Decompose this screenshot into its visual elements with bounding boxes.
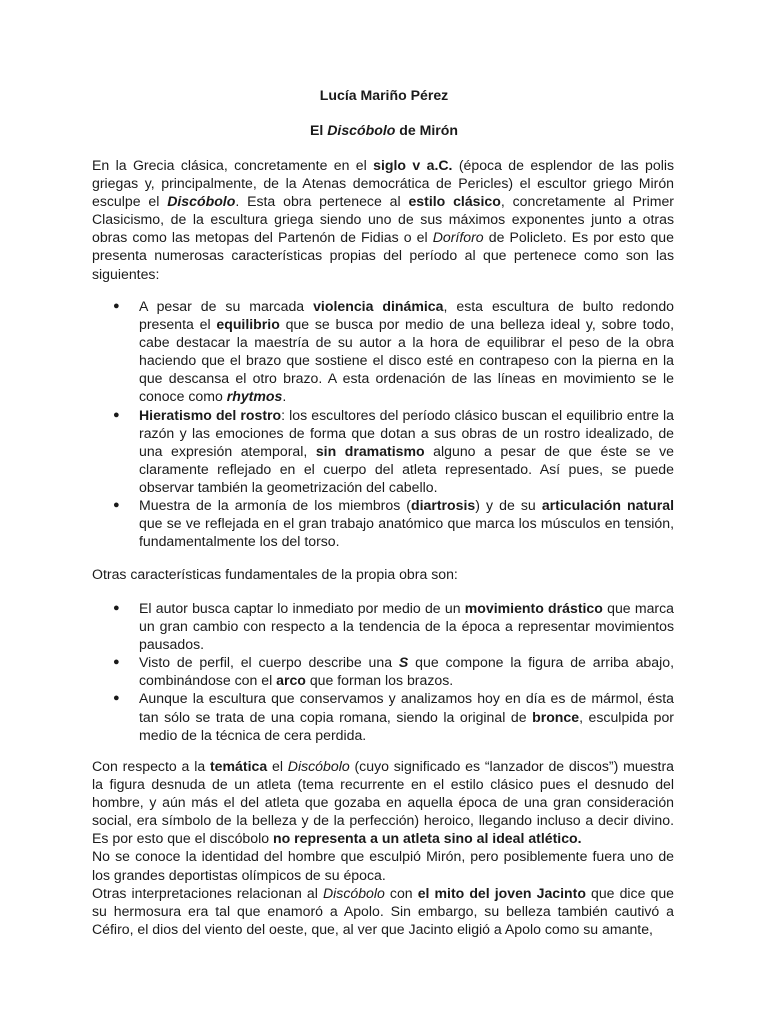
bullet-icon: ● [113,602,120,614]
text: A pesar de su marcada [139,298,314,314]
text: que compone la figura de arriba abajo, combinándose con el [139,654,674,689]
bold-text: siglo v a.C. [373,157,453,173]
italic-text: Discóbolo [322,884,385,901]
bold-italic-text: Discóbolo [167,193,236,210]
text: Muestra de la armonía de los miembros ( [139,497,411,514]
text: . [282,388,287,405]
italic-text: Doríforo [432,229,484,246]
bold-text: articulación natural [541,497,674,514]
text: Con respecto a la [92,758,210,774]
thematic-paragraph [92,757,674,847]
text: alguno a pesar de que éste se ve claramente reflejado en el cuerpo del atleta representado. Así pues, se puede observar también la geometrización del cabello. [139,442,674,495]
bullet-icon: ● [113,692,120,705]
bold-text: estilo clásico [408,193,501,210]
bold-text: arco [276,672,306,689]
text: que marca un gran cambio con respecto a la tendencia de la época a representar movimientos pausados. [139,600,674,653]
italic-text: Discóbolo [287,758,350,774]
bullet-icon: ● [113,300,120,312]
title-suffix: de Mirón [395,122,458,138]
other-characteristics-heading: Otras características fundamentales de la propia obra son: [92,566,458,582]
title-work: Discóbolo [327,122,396,138]
text: : los escultores del período clásico buscan el equilibrio entre la razón y las emociones de forma que dotan a sus obras de un rostro idealizado, de una expresión atemporal, [139,406,674,459]
document-title [0,121,768,139]
characteristics-list [92,297,674,550]
list-item [92,599,674,653]
identity-paragraph: No se conoce la identidad del hombre que esculpió Mirón, pero posiblemente fuera uno de los grandes deportistas olímpicos de su época. [92,848,674,883]
thematic-section [92,757,674,938]
bullet-icon: ● [113,656,120,669]
text: que se ve reflejada en el gran trabajo anatómico que marca los músculos en tensión, fundamentalmente los del torso. [139,515,674,550]
bold-italic-text: rhytmos [226,388,283,405]
text: Otras interpretaciones relacionan al [92,884,323,901]
text: de Policleto. Es por esto que presenta numerosas características propias del período al que pertenece como son las siguientes: [92,229,674,282]
text: Aunque la escultura que conservamos y analizamos hoy en día es de mármol, ésta tan sólo se trata de una copia romana, siendo la original de [139,690,674,725]
text: (cuyo significado es “lanzador de discos”) muestra la figura desnuda de un atleta (tema recurrente en el estilo clásico pues el desnudo del hombre, y aún más el del atleta que gozaba en aquella época de una gran consideración social, era símbolo de la belleza y de la perfección) heroico, llegando incluso a decir divino. Es por esto que el discóbolo [92,758,674,847]
text: , concretamente al Primer Clasicismo, de la escultura griega siendo uno de sus máximos exponentes junto a otras obras como las metopas del Partenón de Fidias o el [92,193,674,246]
text: Visto de perfil, el cuerpo describe una [139,654,399,671]
author-name: Lucía Mariño Pérez [319,87,449,103]
bold-text: no representa a un atleta sino al ideal atlético. [272,830,582,847]
bold-text: sin dramatismo [315,442,425,459]
text: que se busca por medio de una belleza ideal y, sobre todo, cabe destacar la maestría de su autor a la hora de equilibrar el peso de la obra haciendo que el brazo que sostiene el disco esté en contrapeso con la pierna en la que descansa el otro brazo. A esta ordenación de las líneas en movimiento se le conoce como [139,316,674,405]
interpretation-paragraph [92,884,674,938]
text: El autor busca captar lo inmediato por medio de un [139,600,465,616]
bold-text: Hieratismo del rostro [139,406,282,423]
list-item [92,653,674,689]
bold-text: el mito del joven Jacinto [417,884,586,901]
bold-text: movimiento drástico [464,600,603,616]
bold-text: bronce [532,708,580,725]
other-characteristics-list [92,599,674,744]
text: el [267,758,288,774]
list-item [92,689,674,743]
title-prefix: El [310,122,328,138]
bold-text: equilibrio [216,316,280,333]
text: En la Grecia clásica, concretamente en el [92,157,374,173]
text: . Esta obra pertenece al [235,193,409,210]
list-item [92,496,674,550]
text: (época de esplendor de las polis griegas y, principalmente, de la Atenas democrática de Pericles) el escultor griego Mirón esculpe el [92,157,675,210]
list-item [92,297,674,406]
bullet-icon: ● [113,408,120,421]
text: con [384,884,418,901]
intro-paragraph [92,156,674,283]
bold-text: diartrosis [411,497,476,514]
text: que dice que su hermosura era tal que enamoró a Apolo. Sin embargo, su belleza también cautivó a Céfiro, el dios del viento del oeste, que, al ver que Jacinto eligió a Apolo como su amante, [92,884,675,937]
text: que forman los brazos. [305,672,454,689]
bullet-icon: ● [113,499,120,512]
text: , esta escultura de bulto redondo presenta el [139,298,674,333]
bold-italic-text: S [398,654,409,671]
bold-text: violencia dinámica [313,298,444,314]
bold-text: temática [209,758,268,774]
text: , esculpida por medio de la técnica de cera perdida. [139,708,674,743]
list-item [92,406,674,496]
text: ) y de su [475,497,542,514]
